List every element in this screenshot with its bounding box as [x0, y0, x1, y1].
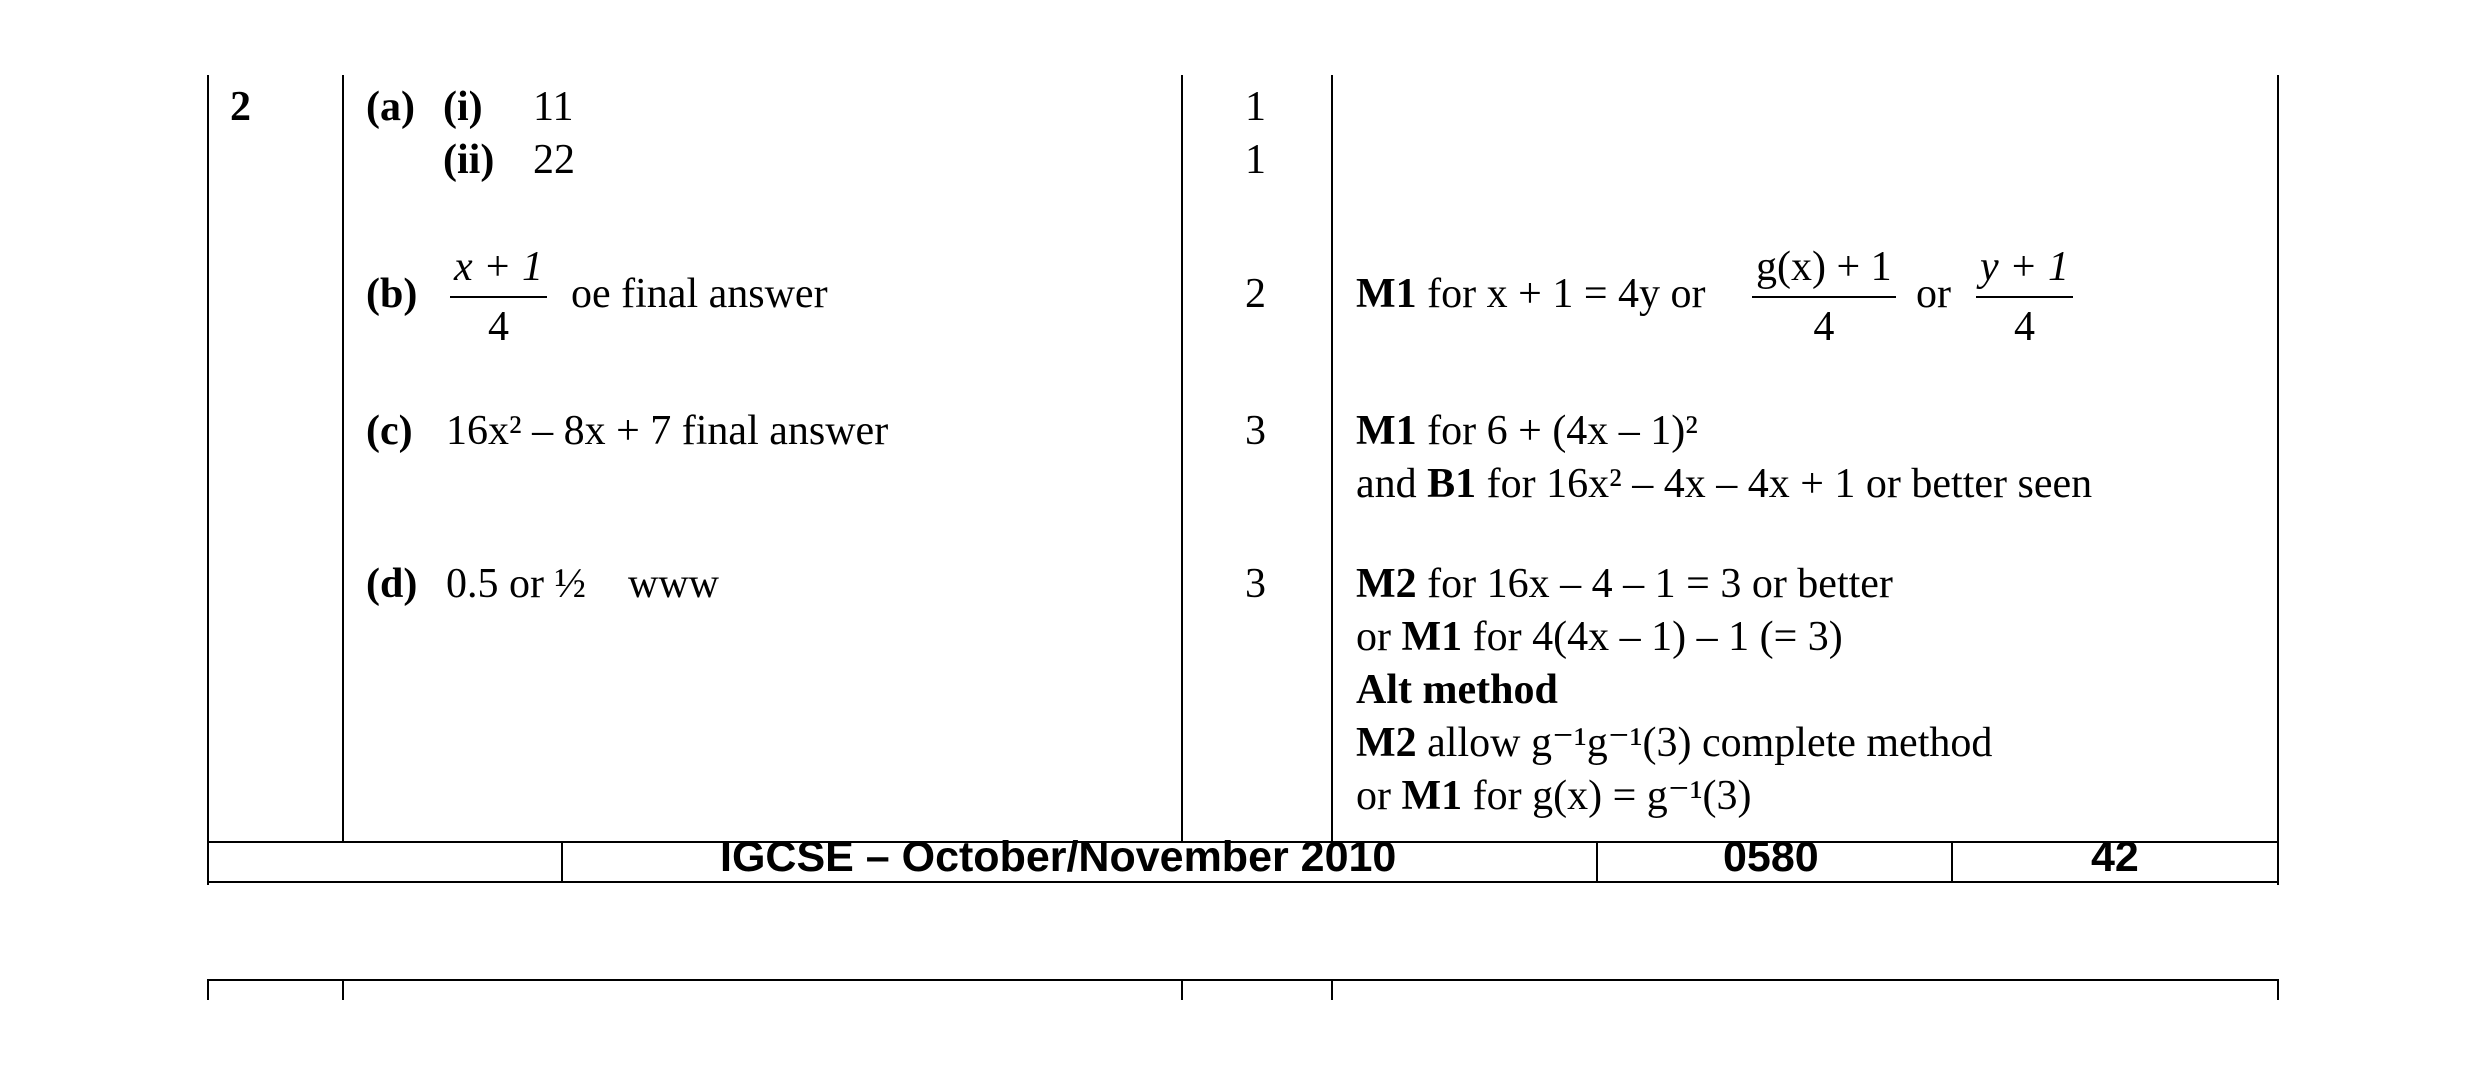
- part-b-label: (b): [366, 271, 418, 317]
- part-c-mark: 3: [1245, 408, 1266, 454]
- part-b-guidance-text: for x + 1 = 4y or: [1427, 271, 1706, 317]
- part-c-line-2-prefix: and: [1356, 461, 1417, 507]
- part-b-fraction-2-denominator: 4: [2013, 304, 2035, 350]
- part-d-label: (d): [366, 561, 418, 607]
- part-d-line-2-mark: M1: [1401, 614, 1463, 660]
- footer-bottom-border: [207, 881, 2279, 883]
- footer-exam: IGCSE – October/November 2010: [720, 833, 1397, 881]
- part-b-guidance-fraction-2: [1976, 246, 2073, 348]
- table-border-left: [207, 75, 209, 885]
- part-a-i-label: (i): [443, 84, 483, 130]
- part-a-ii-mark: 1: [1245, 137, 1266, 183]
- part-a-ii-label: (ii): [443, 137, 495, 183]
- part-b-fraction-1-denominator: 4: [1813, 304, 1835, 350]
- table-border-right: [2277, 75, 2279, 885]
- part-b-or: or: [1916, 271, 1951, 317]
- part-d-guidance-line-5: [1356, 775, 1752, 817]
- part-d-alt-method-heading: Alt method: [1356, 667, 1558, 713]
- question-number: 2: [230, 84, 251, 130]
- part-d-guidance-line-4: [1356, 722, 1992, 764]
- table-divider-2: [1181, 75, 1183, 843]
- part-b-guidance: [1356, 273, 1706, 315]
- part-b-answer-suffix: oe final answer: [571, 271, 828, 317]
- part-a-ii-answer: 22: [533, 137, 575, 183]
- part-d-line-4-text: allow g⁻¹g⁻¹(3) complete method: [1427, 720, 1993, 766]
- part-b-guidance-fraction-1: [1752, 246, 1896, 348]
- part-c-line-1-text: for 6 + (4x – 1)²: [1427, 408, 1698, 454]
- footer-divider-3: [1951, 841, 1953, 883]
- next-table-divider-1: [342, 979, 344, 1000]
- part-b-answer-numerator: x + 1: [450, 246, 547, 298]
- part-d-line-5-prefix: or: [1356, 773, 1391, 819]
- part-a-i-mark: 1: [1245, 84, 1266, 130]
- part-d-line-2-prefix: or: [1356, 614, 1391, 660]
- part-c-answer: 16x² – 8x + 7 final answer: [446, 408, 889, 454]
- part-d-mark: 3: [1245, 561, 1266, 607]
- part-b-guidance-mark: M1: [1356, 271, 1417, 317]
- part-b-answer-denominator: 4: [487, 304, 509, 350]
- part-a-label: (a): [366, 84, 415, 130]
- part-b-answer-fraction: [450, 246, 547, 348]
- footer-divider-1: [561, 841, 563, 883]
- part-c-line-2-mark: B1: [1427, 461, 1477, 507]
- footer-syllabus: 0580: [1723, 833, 1819, 881]
- part-a-i-answer: 11: [533, 84, 574, 130]
- next-table-divider-2: [1181, 979, 1183, 1000]
- part-d-line-1-text: for 16x – 4 – 1 = 3 or better: [1427, 561, 1893, 607]
- part-c-line-2-text: for 16x² – 4x – 4x + 1 or better seen: [1486, 461, 2093, 507]
- next-table-right: [2277, 979, 2279, 1000]
- table-divider-1: [342, 75, 344, 843]
- part-b-mark: 2: [1245, 271, 1266, 317]
- part-d-line-2-text: for 4(4x – 1) – 1 (= 3): [1472, 614, 1843, 660]
- next-table-top-border: [207, 979, 2279, 981]
- part-d-line-4-mark: M2: [1356, 720, 1417, 766]
- part-d-guidance-line-2: [1356, 616, 1843, 658]
- next-table-left: [207, 979, 209, 1000]
- part-b-fraction-1-numerator: g(x) + 1: [1752, 246, 1896, 298]
- part-c-line-1-mark: M1: [1356, 408, 1417, 454]
- part-d-line-5-mark: M1: [1401, 773, 1463, 819]
- part-d-answer: 0.5 or ½ www: [446, 561, 719, 607]
- footer-paper: 42: [2091, 833, 2139, 881]
- next-table-divider-3: [1331, 979, 1333, 1000]
- part-c-guidance-line-1: [1356, 410, 1698, 452]
- part-d-guidance-line-1: [1356, 563, 1893, 605]
- part-d-line-5-text: for g(x) = g⁻¹(3): [1472, 773, 1752, 819]
- part-d-line-1-mark: M2: [1356, 561, 1417, 607]
- part-c-guidance-line-2: [1356, 463, 2092, 505]
- part-c-label: (c): [366, 408, 413, 454]
- part-b-fraction-2-numerator: y + 1: [1976, 246, 2073, 298]
- footer-divider-2: [1596, 841, 1598, 883]
- table-divider-3: [1331, 75, 1333, 843]
